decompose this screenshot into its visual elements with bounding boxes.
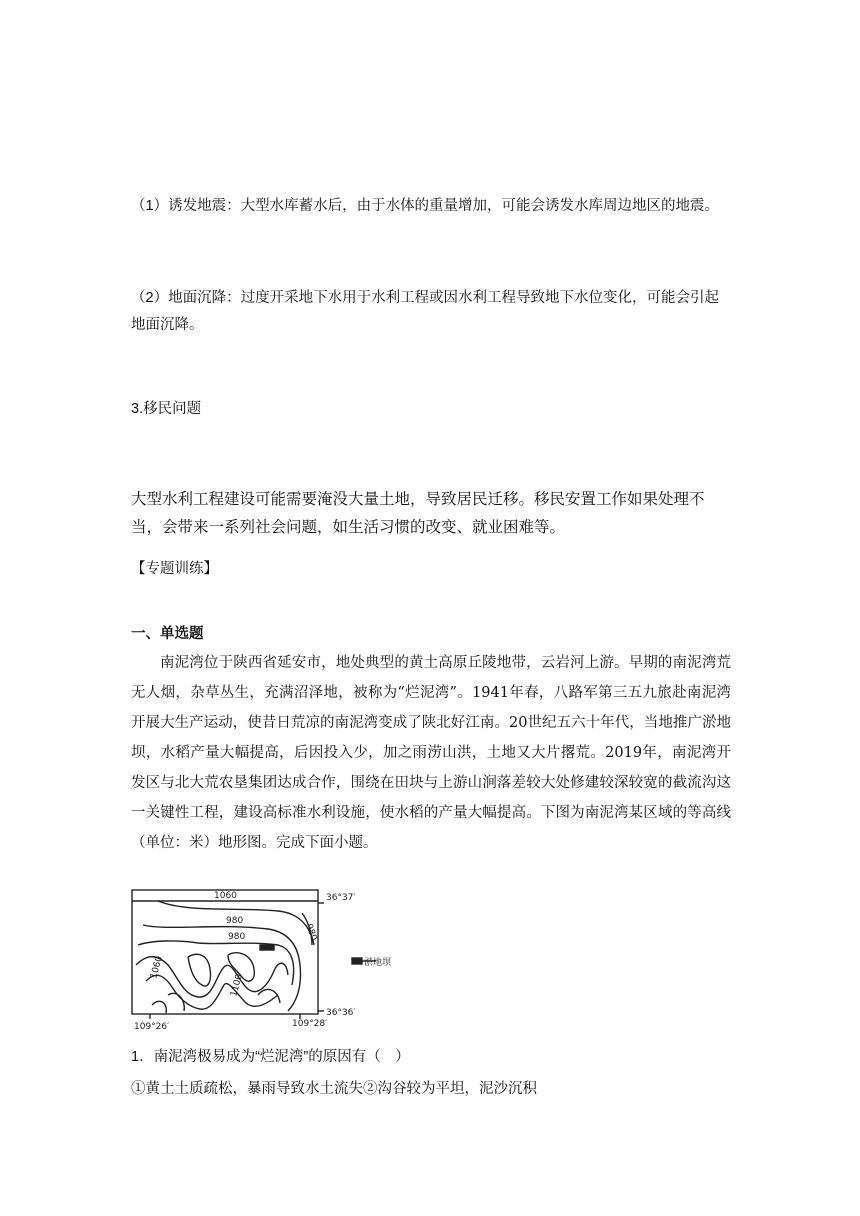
legend-label: 淤地坝 [364, 958, 392, 968]
contour-line [143, 925, 301, 1011]
lat-bottom-label: 36°36′ [326, 1008, 356, 1018]
question-stem: 1．南泥湾极易成为“烂泥湾”的原因有（ ） [131, 1049, 410, 1065]
training-heading: 【专题训练】 [131, 561, 218, 577]
single-choice-heading: 一、单选题 [131, 626, 204, 642]
lat-top-label: 36°37′ [326, 893, 356, 903]
heading-migration: 3.移民问题 [131, 401, 202, 417]
lon-right-label: 109°28′ [292, 1019, 328, 1029]
lon-left-label: 109°26′ [134, 1022, 170, 1032]
legend-dam-symbol [352, 958, 362, 964]
contour-label: 1100 [229, 973, 245, 998]
contour-line [146, 975, 278, 1009]
contour-label: 1060 [214, 891, 237, 901]
contour-map [128, 885, 398, 1033]
item-induced-earthquake: （1）诱发地震：大型水库蓄水后，由于水体的重量增加，可能会诱发水库周边地区的地震。 [131, 198, 720, 214]
contour-label: 980 [228, 932, 246, 942]
passage-paragraph: 南泥湾位于陕西省延安市，地处典型的黄土高原丘陵地带，云岩河上游。早期的南泥湾荒无人烟，杂草丛生，充满沼泽地，被称为“烂泥湾”。1941年春，八路军第三五九旅赴南泥湾开展大生产运动，使昔日荒凉的南泥湾变成了陕北好江南。20世纪五六十年代，当地推广淤地坝，水稻产量大幅提高，后因投入少，加之雨涝山洪，土地又大片撂荒。2019年，南泥湾开发区与北大荒农垦集团达成合作，围绕在田块与上游山涧落差较大处修建较深较宽的截流沟这一关键性工程，建设高标准水利设施，使水稻的产量大幅提高。下图为南泥湾某区域的等高线（单位：米）地形图。完成下面小题。 [131, 655, 731, 851]
migration-paragraph: 大型水利工程建设可能需要淹没大量土地，导致居民迁移。移民安置工作如果处理不当，会带来一系列社会问题，如生活习惯的改变、就业困难等。 [131, 491, 705, 536]
contour-label: 980 [303, 922, 319, 943]
contour-label: 1060 [149, 955, 165, 980]
contour-line [168, 993, 184, 1011]
contour-map-svg [128, 885, 398, 1033]
dam-marker [260, 945, 274, 950]
contour-line [152, 1001, 166, 1013]
contour-label: 980 [226, 916, 244, 926]
contour-line [188, 954, 211, 986]
question-options: ①黄土土质疏松，暴雨导致水土流失②沟谷较为平坦，泥沙沉积 [131, 1081, 537, 1097]
item-land-subsidence: （2）地面沉降：过度开采地下水用于水利工程或因水利工程导致地下水位变化，可能会引起地面沉降。 [131, 290, 720, 333]
